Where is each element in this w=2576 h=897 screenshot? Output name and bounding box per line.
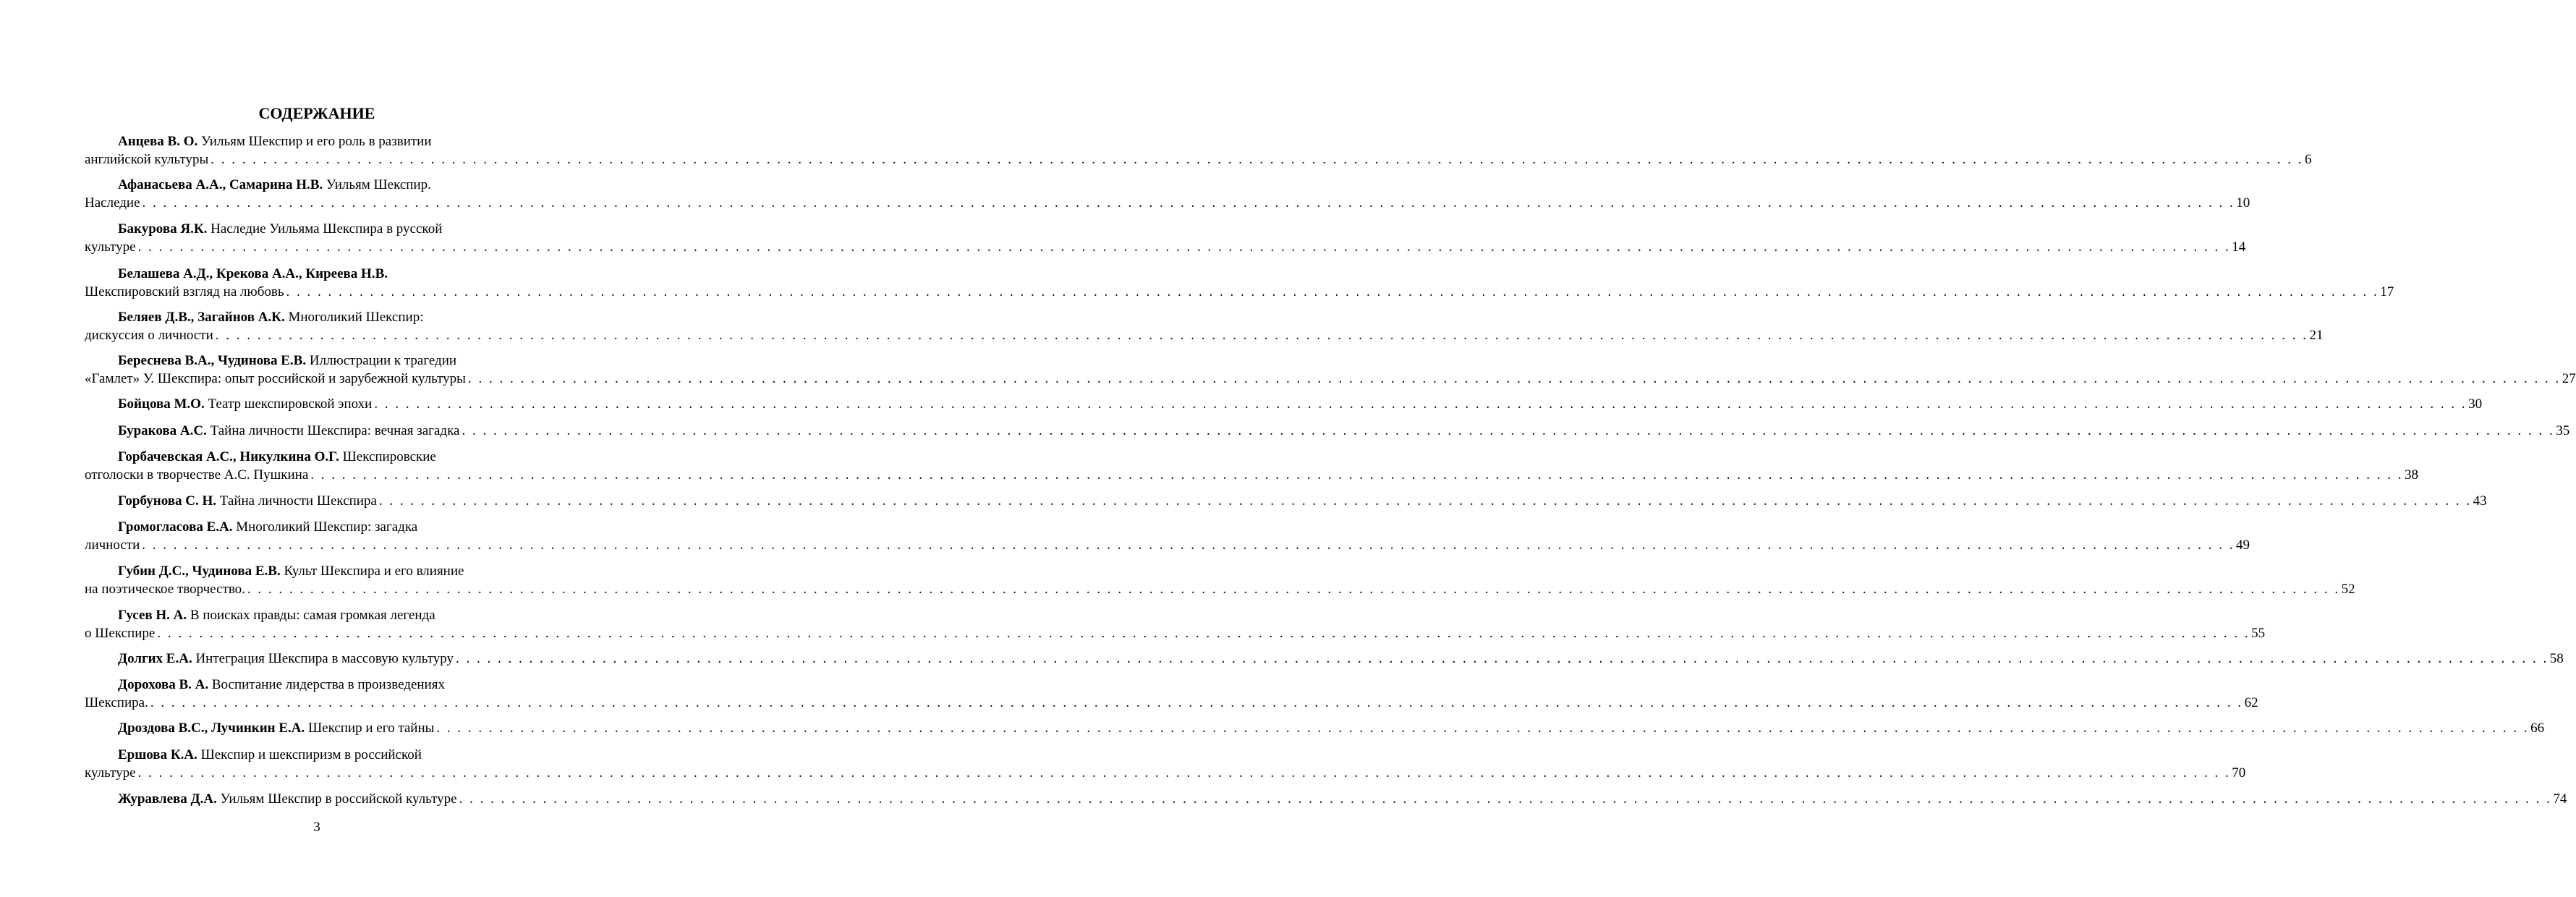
toc-entry[interactable]: [85, 220, 2246, 256]
entry-authors: Горбунова С. Н.: [118, 493, 216, 509]
entry-title: Интеграция Шекспира в массовую культуру: [195, 651, 454, 666]
entry-title: Шекспир и шекспиризм в российской: [200, 747, 422, 762]
toc-entry[interactable]: [85, 790, 2567, 808]
entry-title-continued: о Шекспире: [85, 626, 156, 641]
entry-authors: Губин Д.С., Чудинова Е.В.: [118, 564, 281, 579]
dot-leader: . . . . . . . . . . . . . . . . . . . . . . . . . . . . . . . . . . . . . . . . . . . . . . . . . . . . . . . . . . . . . . . . . . . . . . . . . . . . . . . . . . . . . . . . . . . . . . . . . . . . . . . . . . . . . . . . . . . . . . . . . . . . . . . . . . . . . . . . . . . . . . . . . . . . . . . . . . . . . . . . . . . . . . . . . . . . . . . . . . . . . . . . . . . . . . . . . . . . . . . .: [378, 493, 2472, 509]
toc-entry[interactable]: [85, 518, 2250, 554]
toc-entry[interactable]: [85, 265, 2394, 301]
entry-page-number: 66: [2530, 720, 2545, 736]
entry-title: В поисках правды: самая громкая легенда: [190, 608, 435, 623]
toc-entry[interactable]: [85, 308, 2324, 344]
entry-authors: Ершова К.А.: [118, 747, 197, 762]
entry-authors: Белашева А.Д., Крекова А.А., Киреева Н.В.: [118, 266, 388, 281]
entry-page-number: 10: [2236, 195, 2250, 211]
entry-page-number: 35: [2556, 423, 2570, 438]
entry-authors: Горбачевская А.С., Никулкина О.Г.: [118, 449, 339, 464]
entry-title: Уильям Шекспир в российской культуре: [220, 791, 457, 807]
entry-title-continued: отголоски в творчестве А.С. Пушкина: [85, 467, 309, 482]
entry-title: Иллюстрации к трагедии: [309, 353, 457, 368]
toc-entry[interactable]: [85, 650, 2564, 668]
toc-entry[interactable]: [85, 746, 2246, 782]
toc-entry[interactable]: [85, 422, 2570, 440]
entry-authors: Анцева В. О.: [118, 134, 198, 149]
dot-leader: . . . . . . . . . . . . . . . . . . . . . . . . . . . . . . . . . . . . . . . . . . . . . . . . . . . . . . . . . . . . . . . . . . . . . . . . . . . . . . . . . . . . . . . . . . . . . . . . . . . . . . . . . . . . . . . . . . . . . . . . . . . . . . . . . . . . . . . . . . . . . . . . . . . . . . . . . . . . . . . . . . . . . . . . . . . . . . . . . . . . . . . . . . . . . . . . . . . . . . . .: [436, 720, 2530, 736]
dot-leader: . . . . . . . . . . . . . . . . . . . . . . . . . . . . . . . . . . . . . . . . . . . . . . . . . . . . . . . . . . . . . . . . . . . . . . . . . . . . . . . . . . . . . . . . . . . . . . . . . . . . . . . . . . . . . . . . . . . . . . . . . . . . . . . . . . . . . . . . . . . . . . . . . . . . . . . . . . . . . . . . . . . . . . . . . . . . . . . . . . . . . . . . . . . . . . . . . . . . . . . .: [142, 537, 2235, 553]
entry-title-continued: Шекспировский взгляд на любовь: [85, 284, 284, 299]
entry-authors: Дорохова В. А.: [118, 677, 209, 692]
toc-entry[interactable]: [85, 676, 2258, 712]
toc-entry[interactable]: [85, 719, 2545, 737]
entry-title: Воспитание лидерства в произведениях: [211, 677, 445, 692]
entry-title-continued: дискуссия о личности: [85, 328, 213, 343]
entry-authors: Громогласова Е.А.: [118, 519, 233, 535]
entry-page-number: 38: [2405, 467, 2419, 482]
entry-authors: Бакурова Я.К.: [118, 221, 208, 237]
entry-authors: Дроздова В.С., Лучинкин Е.А.: [118, 720, 305, 736]
entry-title: Наследие Уильяма Шекспира в русской: [211, 221, 443, 237]
dot-leader: . . . . . . . . . . . . . . . . . . . . . . . . . . . . . . . . . . . . . . . . . . . . . . . . . . . . . . . . . . . . . . . . . . . . . . . . . . . . . . . . . . . . . . . . . . . . . . . . . . . . . . . . . . . . . . . . . . . . . . . . . . . . . . . . . . . . . . . . . . . . . . . . . . . . . . . . . . . . . . . . . . . . . . . . . . . . . . . . . . . . . . . . . . . . . . . . . . . . . . . .: [374, 396, 2467, 412]
entry-title-continued: Шекспира.: [85, 695, 148, 710]
dot-leader: . . . . . . . . . . . . . . . . . . . . . . . . . . . . . . . . . . . . . . . . . . . . . . . . . . . . . . . . . . . . . . . . . . . . . . . . . . . . . . . . . . . . . . . . . . . . . . . . . . . . . . . . . . . . . . . . . . . . . . . . . . . . . . . . . . . . . . . . . . . . . . . . . . . . . . . . . . . . . . . . . . . . . . . . . . . . . . . . . . . . . . . . . . . . . . . . . . . . . . . .: [462, 423, 2555, 438]
entry-page-number: 62: [2244, 695, 2258, 710]
page-number: 3: [313, 820, 320, 835]
page-title: СОДЕРЖАНИЕ: [258, 104, 375, 122]
entry-title-continued: английской культуры: [85, 152, 209, 167]
dot-leader: . . . . . . . . . . . . . . . . . . . . . . . . . . . . . . . . . . . . . . . . . . . . . . . . . . . . . . . . . . . . . . . . . . . . . . . . . . . . . . . . . . . . . . . . . . . . . . . . . . . . . . . . . . . . . . . . . . . . . . . . . . . . . . . . . . . . . . . . . . . . . . . . . . . . . . . . . . . . . . . . . . . . . . . . . . . . . . . . . . . . . . . . . . . . . . . . . . . . . . . .: [142, 195, 2235, 211]
dot-leader: . . . . . . . . . . . . . . . . . . . . . . . . . . . . . . . . . . . . . . . . . . . . . . . . . . . . . . . . . . . . . . . . . . . . . . . . . . . . . . . . . . . . . . . . . . . . . . . . . . . . . . . . . . . . . . . . . . . . . . . . . . . . . . . . . . . . . . . . . . . . . . . . . . . . . . . . . . . . . . . . . . . . . . . . . . . . . . . . . . . . . . . . . . . . . . . . . . . . . . . .: [467, 371, 2561, 386]
entry-title: Тайна личности Шекспира: [219, 493, 377, 509]
dot-leader: . . . . . . . . . . . . . . . . . . . . . . . . . . . . . . . . . . . . . . . . . . . . . . . . . . . . . . . . . . . . . . . . . . . . . . . . . . . . . . . . . . . . . . . . . . . . . . . . . . . . . . . . . . . . . . . . . . . . . . . . . . . . . . . . . . . . . . . . . . . . . . . . . . . . . . . . . . . . . . . . . . . . . . . . . . . . . . . . . . . . . . . . . . . . . . . . . . . . . . . .: [150, 695, 2243, 710]
dot-leader: . . . . . . . . . . . . . . . . . . . . . . . . . . . . . . . . . . . . . . . . . . . . . . . . . . . . . . . . . . . . . . . . . . . . . . . . . . . . . . . . . . . . . . . . . . . . . . . . . . . . . . . . . . . . . . . . . . . . . . . . . . . . . . . . . . . . . . . . . . . . . . . . . . . . . . . . . . . . . . . . . . . . . . . . . . . . . . . . . . . . . . . . . . . . . . . . . . . . . . . .: [137, 239, 2231, 255]
entry-title: Тайна личности Шекспира: вечная загадка: [210, 423, 460, 438]
entry-page-number: 14: [2232, 239, 2246, 255]
entry-page-number: 17: [2380, 284, 2394, 299]
toc-entry[interactable]: [85, 492, 2487, 510]
entry-authors: Береснева В.А., Чудинова Е.В.: [118, 353, 307, 368]
dot-leader: . . . . . . . . . . . . . . . . . . . . . . . . . . . . . . . . . . . . . . . . . . . . . . . . . . . . . . . . . . . . . . . . . . . . . . . . . . . . . . . . . . . . . . . . . . . . . . . . . . . . . . . . . . . . . . . . . . . . . . . . . . . . . . . . . . . . . . . . . . . . . . . . . . . . . . . . . . . . . . . . . . . . . . . . . . . . . . . . . . . . . . . . . . . . . . . . . . . . . . . .: [137, 765, 2231, 781]
entry-page-number: 55: [2251, 626, 2266, 641]
toc-entry[interactable]: [85, 448, 2419, 484]
entry-page-number: 74: [2553, 791, 2567, 807]
dot-leader: . . . . . . . . . . . . . . . . . . . . . . . . . . . . . . . . . . . . . . . . . . . . . . . . . . . . . . . . . . . . . . . . . . . . . . . . . . . . . . . . . . . . . . . . . . . . . . . . . . . . . . . . . . . . . . . . . . . . . . . . . . . . . . . . . . . . . . . . . . . . . . . . . . . . . . . . . . . . . . . . . . . . . . . . . . . . . . . . . . . . . . . . . . . . . . . . . . . . . . . .: [211, 152, 2303, 167]
entry-page-number: 49: [2236, 537, 2250, 553]
entry-page-number: 30: [2468, 396, 2483, 412]
entry-page-number: 6: [2304, 152, 2312, 167]
dot-leader: . . . . . . . . . . . . . . . . . . . . . . . . . . . . . . . . . . . . . . . . . . . . . . . . . . . . . . . . . . . . . . . . . . . . . . . . . . . . . . . . . . . . . . . . . . . . . . . . . . . . . . . . . . . . . . . . . . . . . . . . . . . . . . . . . . . . . . . . . . . . . . . . . . . . . . . . . . . . . . . . . . . . . . . . . . . . . . . . . . . . . . . . . . . . . . . . . . . . . . . .: [215, 328, 2308, 343]
toc-entry[interactable]: [85, 606, 2266, 642]
entry-title-continued: личности: [85, 537, 140, 553]
toc-entry[interactable]: [85, 395, 2483, 413]
entry-title: Уильям Шекспир и его роль в развитии: [201, 134, 432, 149]
dot-leader: . . . . . . . . . . . . . . . . . . . . . . . . . . . . . . . . . . . . . . . . . . . . . . . . . . . . . . . . . . . . . . . . . . . . . . . . . . . . . . . . . . . . . . . . . . . . . . . . . . . . . . . . . . . . . . . . . . . . . . . . . . . . . . . . . . . . . . . . . . . . . . . . . . . . . . . . . . . . . . . . . . . . . . . . . . . . . . . . . . . . . . . . . . . . . . . . . . . . . . . .: [286, 284, 2379, 299]
entry-title-continued: на поэтическое творчество.: [85, 582, 245, 597]
entry-title: Шекспир и его тайны: [308, 720, 435, 736]
entry-page-number: 58: [2549, 651, 2564, 666]
entry-page-number: 70: [2232, 765, 2246, 781]
entry-authors: Буракова А.С.: [118, 423, 207, 438]
entry-title-continued: культуре: [85, 239, 136, 255]
entry-page-number: 43: [2473, 493, 2487, 509]
entry-title-continued: Наследие: [85, 195, 140, 211]
entry-title: Культ Шекспира и его влияние: [284, 564, 464, 579]
dot-leader: . . . . . . . . . . . . . . . . . . . . . . . . . . . . . . . . . . . . . . . . . . . . . . . . . . . . . . . . . . . . . . . . . . . . . . . . . . . . . . . . . . . . . . . . . . . . . . . . . . . . . . . . . . . . . . . . . . . . . . . . . . . . . . . . . . . . . . . . . . . . . . . . . . . . . . . . . . . . . . . . . . . . . . . . . . . . . . . . . . . . . . . . . . . . . . . . . . . . . . . .: [247, 582, 2340, 597]
entry-page-number: 27: [2562, 371, 2576, 386]
entry-authors: Афанасьева А.А., Самарина Н.В.: [118, 177, 323, 192]
entry-page-number: 52: [2341, 582, 2355, 597]
entry-authors: Журавлева Д.А.: [118, 791, 217, 807]
entry-title-continued: культуре: [85, 765, 136, 781]
toc-entry[interactable]: [85, 562, 2355, 598]
entry-title: Шекспировские: [342, 449, 436, 464]
entry-title: Многоликий Шекспир:: [288, 310, 424, 325]
entry-page-number: 21: [2309, 328, 2324, 343]
toc-entry[interactable]: [85, 176, 2250, 212]
entry-authors: Гусев Н. А.: [118, 608, 187, 623]
dot-leader: . . . . . . . . . . . . . . . . . . . . . . . . . . . . . . . . . . . . . . . . . . . . . . . . . . . . . . . . . . . . . . . . . . . . . . . . . . . . . . . . . . . . . . . . . . . . . . . . . . . . . . . . . . . . . . . . . . . . . . . . . . . . . . . . . . . . . . . . . . . . . . . . . . . . . . . . . . . . . . . . . . . . . . . . . . . . . . . . . . . . . . . . . . . . . . . . . . . . . . . .: [459, 791, 2552, 807]
entry-authors: Беляев Д.В., Загайнов А.К.: [118, 310, 285, 325]
entry-title: Многоликий Шекспир: загадка: [236, 519, 418, 535]
entry-authors: Долгих Е.А.: [118, 651, 192, 666]
toc-entry[interactable]: [85, 352, 2576, 388]
dot-leader: . . . . . . . . . . . . . . . . . . . . . . . . . . . . . . . . . . . . . . . . . . . . . . . . . . . . . . . . . . . . . . . . . . . . . . . . . . . . . . . . . . . . . . . . . . . . . . . . . . . . . . . . . . . . . . . . . . . . . . . . . . . . . . . . . . . . . . . . . . . . . . . . . . . . . . . . . . . . . . . . . . . . . . . . . . . . . . . . . . . . . . . . . . . . . . . . . . . . . . . .: [310, 467, 2404, 482]
toc-entry[interactable]: [85, 132, 2312, 169]
entry-authors: Бойцова М.О.: [118, 396, 205, 412]
entry-title: Театр шекспировской эпохи: [208, 396, 373, 412]
dot-leader: . . . . . . . . . . . . . . . . . . . . . . . . . . . . . . . . . . . . . . . . . . . . . . . . . . . . . . . . . . . . . . . . . . . . . . . . . . . . . . . . . . . . . . . . . . . . . . . . . . . . . . . . . . . . . . . . . . . . . . . . . . . . . . . . . . . . . . . . . . . . . . . . . . . . . . . . . . . . . . . . . . . . . . . . . . . . . . . . . . . . . . . . . . . . . . . . . . . . . . . .: [455, 651, 2549, 666]
dot-leader: . . . . . . . . . . . . . . . . . . . . . . . . . . . . . . . . . . . . . . . . . . . . . . . . . . . . . . . . . . . . . . . . . . . . . . . . . . . . . . . . . . . . . . . . . . . . . . . . . . . . . . . . . . . . . . . . . . . . . . . . . . . . . . . . . . . . . . . . . . . . . . . . . . . . . . . . . . . . . . . . . . . . . . . . . . . . . . . . . . . . . . . . . . . . . . . . . . . . . . . .: [157, 626, 2250, 641]
entry-title: Уильям Шекспир.: [326, 177, 431, 192]
entry-title-continued: «Гамлет» У. Шекспира: опыт российской и зарубежной культуры: [85, 371, 466, 386]
